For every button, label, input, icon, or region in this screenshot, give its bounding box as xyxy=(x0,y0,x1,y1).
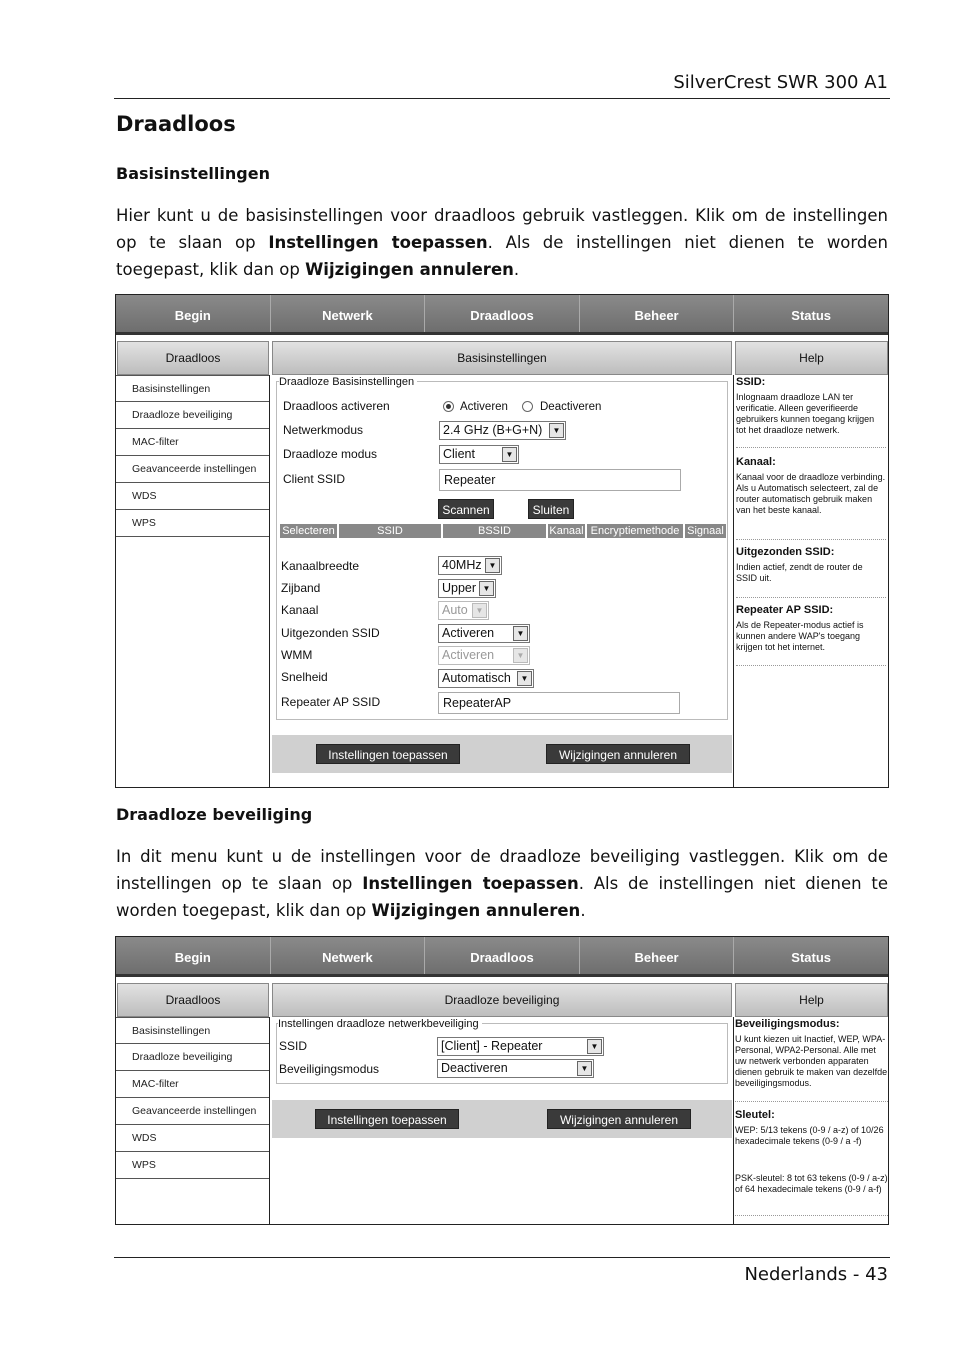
left-column-title: Draadloos xyxy=(117,983,269,1017)
help-column-title: Help xyxy=(735,341,888,375)
chevron-down-icon: ▼ xyxy=(472,603,487,618)
top-nav xyxy=(116,295,888,335)
apply-button[interactable]: Instellingen toepassen xyxy=(316,744,460,764)
help-repeater xyxy=(736,605,886,653)
wireless-mode-value: Client xyxy=(443,447,475,461)
help-repeater-title: Repeater AP SSID: xyxy=(736,604,834,616)
fieldset-border xyxy=(276,381,277,719)
label-ssid: SSID xyxy=(279,1039,308,1053)
label-sideband: Zijband xyxy=(281,581,321,595)
menu-item-wds[interactable]: WDS xyxy=(116,1125,269,1152)
help-channel-title: Kanaal: xyxy=(736,456,776,468)
channel-select[interactable] xyxy=(438,601,489,620)
footer-rule xyxy=(114,1257,890,1258)
table-header-encryption: Encryptiemethode xyxy=(587,524,683,538)
help-ssid-text: Inlognaam draadloze LAN ter verificatie. Alleen geverifieerde gebruikers kunnen toegang krijgen tot het draadloze netwerk. xyxy=(736,392,875,435)
chevron-down-icon: ▼ xyxy=(549,423,564,438)
label-repeater-ssid: Repeater AP SSID xyxy=(281,695,381,709)
security-mode-value: Deactiveren xyxy=(441,1061,508,1075)
menu-item-basisinstellingen[interactable]: Basisinstellingen xyxy=(116,375,269,402)
chevron-down-icon: ▼ xyxy=(513,648,528,663)
close-button[interactable]: Sluiten xyxy=(528,499,574,519)
para-text: Hier kunt u de basisinstellingen voor draadloos gebruik vastleggen. Klik om de instellingen op te slaan op xyxy=(116,206,888,252)
document-header: SilverCrest SWR 300 A1 xyxy=(673,72,888,93)
menu-item-wps[interactable]: WPS xyxy=(116,1152,269,1179)
nav-tab-beheer[interactable]: Beheer xyxy=(580,295,735,332)
label-channel: Kanaal xyxy=(281,603,319,617)
speed-value: Automatisch xyxy=(442,671,511,685)
radio-activate-label: Activeren xyxy=(460,401,508,413)
client-ssid-input[interactable]: Repeater xyxy=(439,469,681,491)
chevron-down-icon: ▼ xyxy=(517,671,532,686)
help-key-psk-text: PSK-sleutel: 8 tot 63 tekens (0-9 / a-z) of 64 hexadecimale tekens (0-9 / a-f) xyxy=(735,1173,888,1194)
header-rule xyxy=(114,98,890,99)
para-text: . Als de instellingen niet dienen te worden toegepast, klik dan op xyxy=(116,233,888,279)
table-header-signal: Signaal xyxy=(685,524,726,538)
fieldset-border xyxy=(727,1023,728,1083)
label-security-mode: Beveiligingsmodus xyxy=(279,1062,380,1076)
help-security-mode-text: U kunt kiezen uit Inactief, WEP, WPA-Personal, WPA2-Personal. Alle met uw netwerk verbonden apparaten dienen gebruik te maken van dezelfde beveiligingsmodus. xyxy=(735,1034,888,1088)
network-mode-select[interactable] xyxy=(439,421,566,440)
menu-item-mac-filter[interactable]: MAC-filter xyxy=(116,1071,269,1098)
bandwidth-value: 40MHz xyxy=(442,558,482,572)
help-repeater-text: Als de Repeater-modus actief is kunnen andere WAP's toegang krijgen tot het internet. xyxy=(736,620,864,652)
fieldset-title: Instellingen draadloze netwerkbeveiliging xyxy=(278,1018,482,1030)
nav-tab-beheer[interactable]: Beheer xyxy=(580,937,735,974)
nav-tab-netwerk[interactable]: Netwerk xyxy=(271,937,426,974)
nav-tab-begin[interactable]: Begin xyxy=(116,937,271,974)
wmm-select[interactable] xyxy=(438,646,530,665)
section-heading-basic: Basisinstellingen xyxy=(116,164,270,183)
chevron-down-icon: ▼ xyxy=(513,626,528,641)
help-security-mode xyxy=(735,1019,888,1089)
help-broadcast xyxy=(736,547,886,584)
para-bold-apply: Instellingen toepassen xyxy=(362,874,579,893)
label-speed: Snelheid xyxy=(281,670,328,684)
fieldset-title: Draadloze Basisinstellingen xyxy=(279,376,417,388)
wireless-mode-select[interactable] xyxy=(439,445,519,464)
wmm-value: Activeren xyxy=(442,648,495,662)
menu-item-wds[interactable]: WDS xyxy=(116,483,269,510)
help-separator xyxy=(736,665,886,666)
ssid-value: [Client] - Repeater xyxy=(441,1039,543,1053)
help-separator xyxy=(736,539,886,540)
fieldset-border xyxy=(276,1023,277,1083)
help-separator xyxy=(735,1215,888,1216)
label-network-mode: Netwerkmodus xyxy=(283,423,364,437)
menu-item-basisinstellingen[interactable]: Basisinstellingen xyxy=(116,1017,269,1044)
cancel-button[interactable]: Wijzigingen annuleren xyxy=(547,1109,691,1129)
router-screenshot-security xyxy=(115,936,889,1225)
help-security-mode-title: Beveiligingsmodus: xyxy=(735,1018,840,1030)
label-client-ssid: Client SSID xyxy=(283,472,346,486)
broadcast-ssid-select[interactable] xyxy=(438,624,530,643)
para-bold-cancel: Wijzigingen annuleren xyxy=(371,901,581,920)
help-channel xyxy=(736,457,886,516)
network-mode-value: 2.4 GHz (B+G+N) xyxy=(443,423,543,437)
cancel-button[interactable]: Wijzigingen annuleren xyxy=(546,744,690,764)
table-header-select: Selecteren xyxy=(280,524,337,538)
left-menu xyxy=(116,375,270,787)
nav-tab-draadloos[interactable]: Draadloos xyxy=(425,295,580,332)
help-separator xyxy=(735,1101,888,1102)
section-paragraph-security xyxy=(116,843,888,924)
fieldset-border xyxy=(727,381,728,719)
menu-item-beveiliging[interactable]: Draadloze beveiliging xyxy=(116,402,269,429)
channel-value: Auto xyxy=(442,603,468,617)
bandwidth-select[interactable] xyxy=(438,556,502,575)
help-key-title: Sleutel: xyxy=(735,1109,775,1121)
label-activate: Draadloos activeren xyxy=(283,399,390,413)
broadcast-ssid-value: Activeren xyxy=(442,626,495,640)
help-separator xyxy=(736,447,886,448)
table-header-ssid: SSID xyxy=(339,524,441,538)
chevron-down-icon: ▼ xyxy=(485,558,500,573)
chevron-down-icon: ▼ xyxy=(587,1039,602,1054)
apply-button[interactable]: Instellingen toepassen xyxy=(315,1109,459,1129)
scan-button[interactable]: Scannen xyxy=(438,499,494,519)
help-broadcast-text: Indien actief, zendt de router de SSID uit. xyxy=(736,562,863,583)
left-menu xyxy=(116,1017,270,1224)
menu-item-wps[interactable]: WPS xyxy=(116,510,269,537)
menu-item-beveiliging[interactable]: Draadloze beveiliging xyxy=(116,1044,269,1071)
help-separator xyxy=(736,597,886,598)
table-header-bssid: BSSID xyxy=(443,524,546,538)
label-wmm: WMM xyxy=(281,648,313,662)
fieldset-border xyxy=(276,1083,728,1084)
speed-select[interactable] xyxy=(438,669,534,688)
para-text: In dit menu kunt u de instellingen voor de draadloze beveiliging vastleggen. Klik om de instellingen op te slaan op xyxy=(116,847,888,893)
para-text: . xyxy=(580,901,586,920)
chevron-down-icon: ▼ xyxy=(577,1061,592,1076)
chevron-down-icon: ▼ xyxy=(502,447,517,462)
center-column-title: Draadloze beveiliging xyxy=(272,983,732,1017)
help-column-title: Help xyxy=(735,983,888,1017)
label-bandwidth: Kanaalbreedte xyxy=(281,559,360,573)
para-bold-cancel: Wijzigingen annuleren xyxy=(305,260,514,279)
fieldset-border xyxy=(276,719,728,720)
top-nav xyxy=(116,937,888,977)
help-key-wep: WEP: 5/13 tekens (0-9 / a-z) of 10/26 hexadecimale tekens (0-9 / a -f) xyxy=(735,1125,884,1146)
help-key xyxy=(735,1110,888,1147)
para-text: . Als de instellingen niet dienen te worden toegepast, klik dan op xyxy=(116,874,888,920)
sideband-select[interactable] xyxy=(438,579,496,598)
router-screenshot-basic xyxy=(115,294,889,788)
para-bold-apply: Instellingen toepassen xyxy=(268,233,488,252)
chevron-down-icon: ▼ xyxy=(479,581,494,596)
column-divider xyxy=(733,1017,734,1224)
label-wireless-mode: Draadloze modus xyxy=(283,447,378,461)
column-divider xyxy=(733,375,734,787)
radio-deactivate-label: Deactiveren xyxy=(540,401,602,413)
nav-tab-status[interactable]: Status xyxy=(791,950,832,965)
table-header-channel: Kanaal xyxy=(549,525,584,537)
nav-tab-draadloos[interactable]: Draadloos xyxy=(425,937,580,974)
section-paragraph-basic xyxy=(116,202,888,283)
nav-tab-begin[interactable]: Begin xyxy=(116,295,271,332)
security-mode-select[interactable] xyxy=(437,1059,594,1078)
page-title: Draadloos xyxy=(116,112,236,136)
page-number: Nederlands - 43 xyxy=(744,1264,888,1285)
help-channel-text: Kanaal voor de draadloze verbinding. Als u Automatisch selecteert, zal de router automatisch gebruik maken van het beste kanaal. xyxy=(736,472,886,515)
left-column-title: Draadloos xyxy=(117,341,269,375)
para-text: . xyxy=(513,260,520,279)
nav-tab-status[interactable]: Status xyxy=(791,308,832,323)
radio-deactivate[interactable] xyxy=(522,401,533,412)
nav-tab-netwerk[interactable]: Netwerk xyxy=(271,295,426,332)
menu-item-geavanceerd[interactable]: Geavanceerde instellingen xyxy=(116,1098,269,1125)
section-heading-security: Draadloze beveiliging xyxy=(116,805,313,824)
label-broadcast-ssid: Uitgezonden SSID xyxy=(281,626,380,640)
repeater-ssid-input[interactable]: RepeaterAP xyxy=(438,692,680,714)
menu-item-mac-filter[interactable]: MAC-filter xyxy=(116,429,269,456)
help-key-psk xyxy=(735,1173,888,1195)
help-ssid-title: SSID: xyxy=(736,376,766,388)
menu-item-geavanceerd[interactable]: Geavanceerde instellingen xyxy=(116,456,269,483)
help-broadcast-title: Uitgezonden SSID: xyxy=(736,546,835,558)
ssid-select[interactable] xyxy=(437,1037,604,1056)
center-column-title: Basisinstellingen xyxy=(272,341,732,375)
radio-activate[interactable] xyxy=(443,401,454,412)
help-ssid xyxy=(736,377,886,436)
sideband-value: Upper xyxy=(442,581,477,595)
